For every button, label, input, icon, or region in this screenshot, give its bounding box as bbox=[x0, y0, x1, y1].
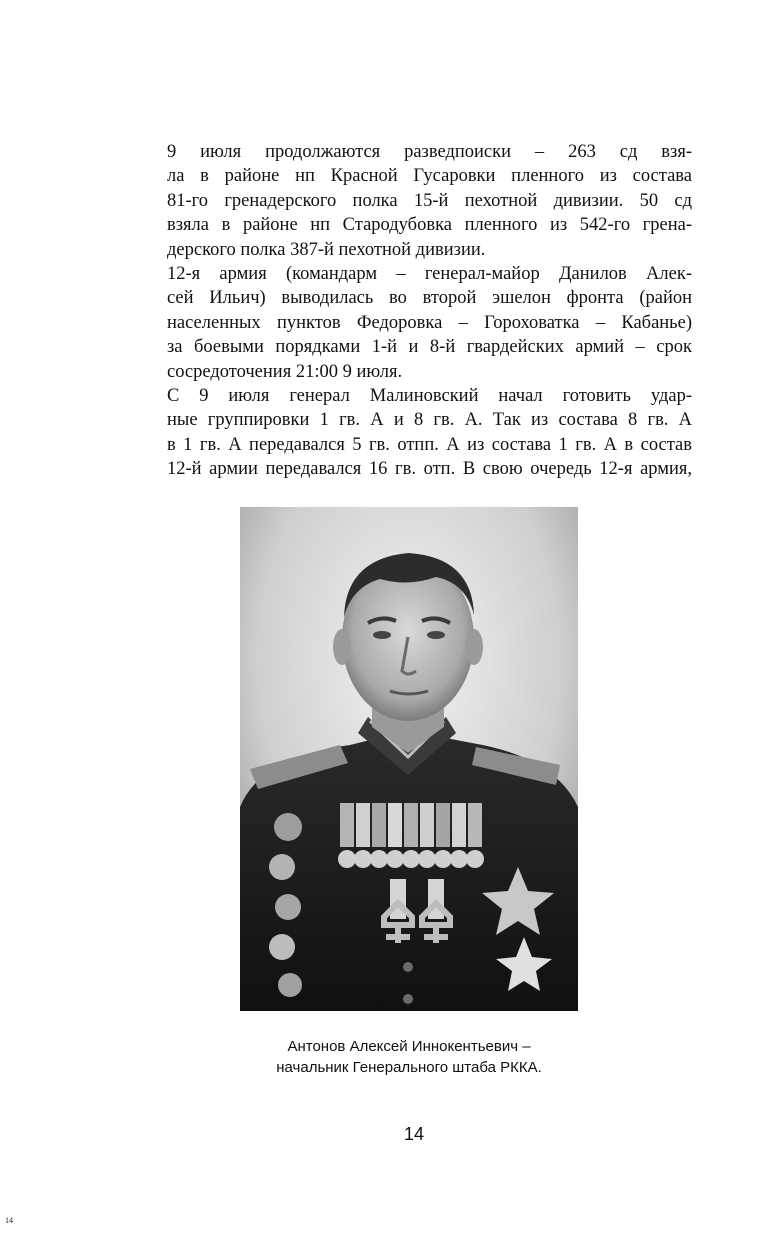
paragraph-1 bbox=[132, 140, 692, 262]
paragraph-3 bbox=[132, 384, 692, 482]
text-line: 9 июля продолжаются разведпоиски – 263 сд взя- bbox=[167, 142, 692, 162]
text-line: 12-й армии передавался 16 гв. отп. В свою очередь 12-я армия, bbox=[167, 459, 692, 480]
text-line: дерского полка 387-й пехотной дивизии. bbox=[167, 239, 486, 260]
page-number: 14 bbox=[403, 1124, 425, 1144]
text-line: ла в районе нп Красной Гусаровки пленного из состава bbox=[167, 166, 692, 187]
text-line: 81-го гренадерского полка 15-й пехотной дивизии. 50 сд bbox=[167, 190, 692, 211]
text-line: С 9 июля генерал Малиновский начал готовить удар- bbox=[167, 386, 692, 407]
corner-page-number: 14 bbox=[5, 1216, 13, 1225]
text-line: ные группировки 1 гв. А и 8 гв. А. Так из состава 8 гв. А bbox=[167, 410, 692, 431]
portrait-photo bbox=[240, 507, 578, 1011]
caption-line: Антонов Алексей Иннокентьевич – bbox=[287, 1038, 531, 1055]
text-line: сосредоточения 21:00 9 июля. bbox=[167, 361, 403, 382]
figure-caption bbox=[200, 1036, 618, 1078]
text-line: сей Ильич) выводилась во второй эшелон фронта (район bbox=[167, 288, 692, 309]
paragraph-2 bbox=[132, 262, 692, 384]
text-line: взяла в районе нп Стародубовка пленного из 542-го грена- bbox=[167, 215, 692, 236]
text-line: 12-я армия (командарм – генерал-майор Данилов Алек- bbox=[167, 264, 692, 285]
text-line: населенных пунктов Федоровка – Гороховатка – Кабанье) bbox=[167, 312, 692, 333]
body-text bbox=[132, 140, 692, 482]
caption-line: начальник Генерального штаба РККА. bbox=[276, 1059, 542, 1076]
text-line: за боевыми порядками 1-й и 8-й гвардейских армий – срок bbox=[167, 337, 692, 358]
text-line: в 1 гв. А передавался 5 гв. отпп. А из состава 1 гв. А в состав bbox=[167, 434, 692, 455]
portrait-illustration bbox=[240, 507, 578, 1011]
